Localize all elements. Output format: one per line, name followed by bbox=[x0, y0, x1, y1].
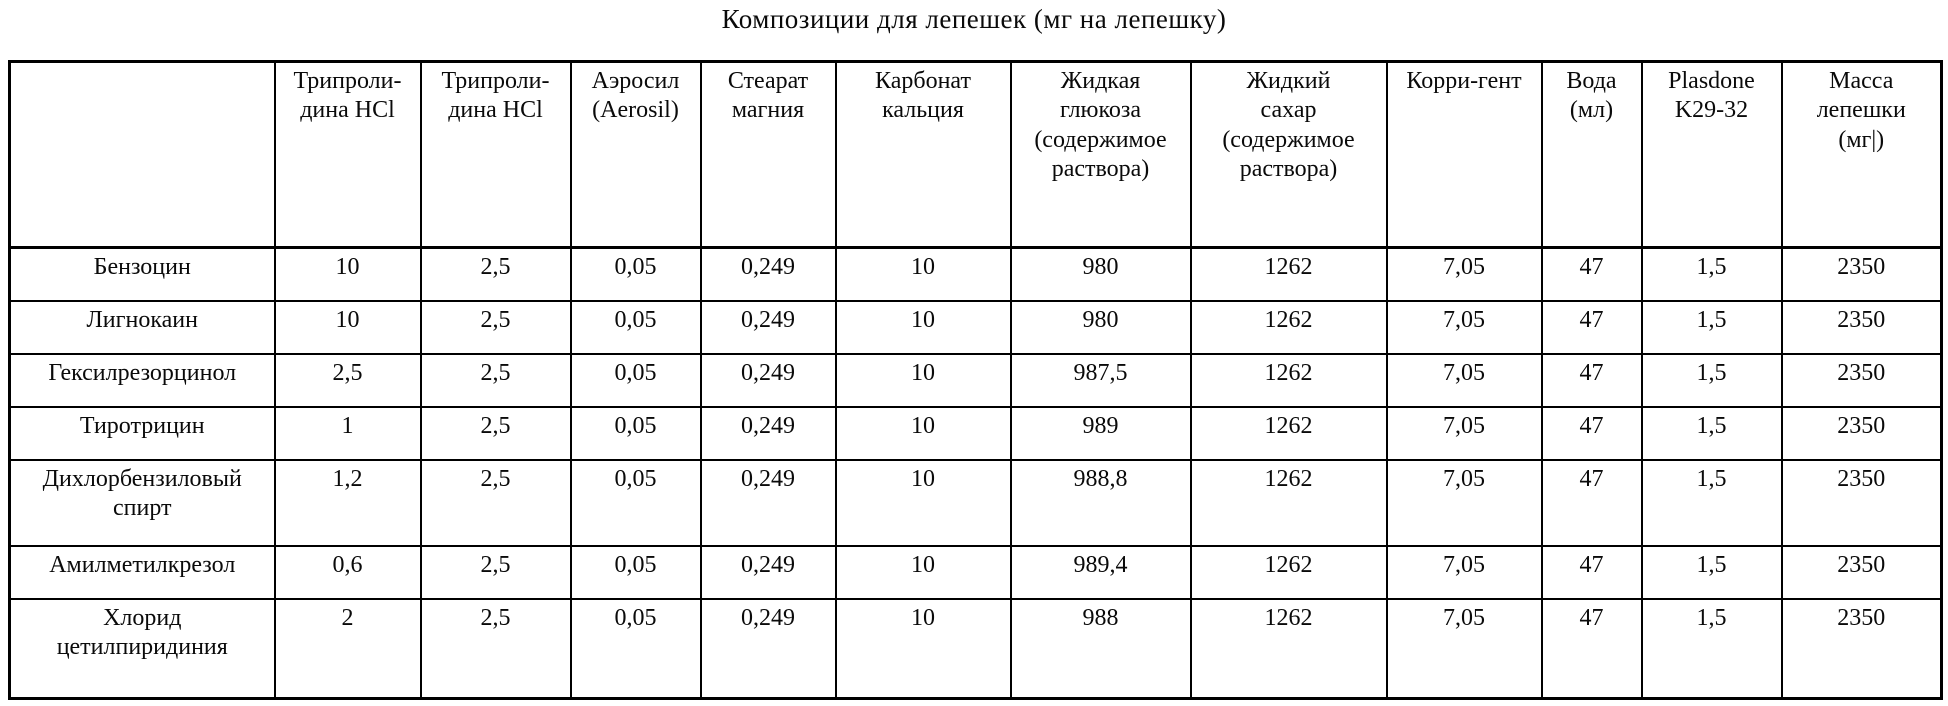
table-cell: 987,5 bbox=[1011, 354, 1191, 407]
table-cell: 2,5 bbox=[275, 354, 421, 407]
table-cell: 10 bbox=[836, 599, 1011, 699]
table-cell: 1,5 bbox=[1642, 599, 1782, 699]
table-cell: 0,05 bbox=[571, 460, 701, 546]
table-cell: 0,6 bbox=[275, 546, 421, 599]
table-cell: 0,05 bbox=[571, 354, 701, 407]
table-cell: 0,05 bbox=[571, 407, 701, 460]
table-cell: 989,4 bbox=[1011, 546, 1191, 599]
table-cell: 0,249 bbox=[701, 248, 836, 301]
table-cell: 0,249 bbox=[701, 407, 836, 460]
table-cell: 1262 bbox=[1191, 407, 1387, 460]
column-header-substance-corner bbox=[10, 62, 275, 248]
column-header-water: Вода (мл) bbox=[1542, 62, 1642, 248]
table-row-tyrothricin bbox=[10, 407, 1942, 460]
table-cell: 47 bbox=[1542, 301, 1642, 354]
table-cell: 7,05 bbox=[1387, 354, 1542, 407]
table-cell: 0,05 bbox=[571, 248, 701, 301]
table-cell: 7,05 bbox=[1387, 546, 1542, 599]
column-header-plasdone: Plasdone K29-32 bbox=[1642, 62, 1782, 248]
table-cell: 988,8 bbox=[1011, 460, 1191, 546]
table-cell: 10 bbox=[836, 546, 1011, 599]
table-cell: 1262 bbox=[1191, 354, 1387, 407]
table-cell: 10 bbox=[836, 460, 1011, 546]
table-cell: 0,249 bbox=[701, 546, 836, 599]
table-cell: 2350 bbox=[1782, 460, 1942, 546]
table-cell: 1,5 bbox=[1642, 301, 1782, 354]
table-cell: 0,05 bbox=[571, 599, 701, 699]
row-label: Гексилрезорцинол bbox=[10, 354, 275, 407]
table-row-benzocin bbox=[10, 248, 1942, 301]
table-cell: 7,05 bbox=[1387, 407, 1542, 460]
table-cell: 10 bbox=[836, 248, 1011, 301]
table-cell: 1,5 bbox=[1642, 407, 1782, 460]
column-header-magnesium-stearate: Стеарат магния bbox=[701, 62, 836, 248]
table-cell: 989 bbox=[1011, 407, 1191, 460]
table-cell: 7,05 bbox=[1387, 460, 1542, 546]
table-cell: 1262 bbox=[1191, 546, 1387, 599]
column-header-liquid-glucose: Жидкая глюкоза (содержимое раствора) bbox=[1011, 62, 1191, 248]
table-cell: 980 bbox=[1011, 248, 1191, 301]
table-cell: 47 bbox=[1542, 407, 1642, 460]
table-cell: 1262 bbox=[1191, 248, 1387, 301]
table-cell: 2,5 bbox=[421, 407, 571, 460]
row-label: Тиротрицин bbox=[10, 407, 275, 460]
table-cell: 1262 bbox=[1191, 599, 1387, 699]
table-cell: 2,5 bbox=[421, 599, 571, 699]
table-cell: 7,05 bbox=[1387, 599, 1542, 699]
table-row-lignocaine bbox=[10, 301, 1942, 354]
table-cell: 47 bbox=[1542, 248, 1642, 301]
header-row bbox=[10, 62, 1942, 248]
table-cell: 1262 bbox=[1191, 460, 1387, 546]
column-header-calcium-carbonate: Карбонат кальция bbox=[836, 62, 1011, 248]
table-cell: 2,5 bbox=[421, 460, 571, 546]
table-cell: 10 bbox=[275, 248, 421, 301]
table-cell: 0,05 bbox=[571, 301, 701, 354]
table-cell: 47 bbox=[1542, 460, 1642, 546]
table-cell: 2,5 bbox=[421, 248, 571, 301]
table-cell: 7,05 bbox=[1387, 248, 1542, 301]
table-cell: 2,5 bbox=[421, 546, 571, 599]
table-cell: 10 bbox=[836, 354, 1011, 407]
table-row-dichlorobenzyl-alcohol bbox=[10, 460, 1942, 546]
table-cell: 980 bbox=[1011, 301, 1191, 354]
column-header-lozenge-mass: Масса лепешки (мг|) bbox=[1782, 62, 1942, 248]
table-cell: 2350 bbox=[1782, 354, 1942, 407]
table-cell: 2350 bbox=[1782, 248, 1942, 301]
page-title: Композиции для лепешек (мг на лепешку) bbox=[721, 4, 1227, 34]
table-cell: 0,249 bbox=[701, 599, 836, 699]
table-cell: 2,5 bbox=[421, 354, 571, 407]
table-cell: 7,05 bbox=[1387, 301, 1542, 354]
table-cell: 0,249 bbox=[701, 460, 836, 546]
table-row-hexylresorcinol bbox=[10, 354, 1942, 407]
row-label: Лигнокаин bbox=[10, 301, 275, 354]
table-cell: 10 bbox=[836, 407, 1011, 460]
column-header-triprolidine-hcl-1: Трипроли- дина HCl bbox=[275, 62, 421, 248]
table-cell: 1 bbox=[275, 407, 421, 460]
table-cell: 47 bbox=[1542, 546, 1642, 599]
table-cell: 2,5 bbox=[421, 301, 571, 354]
table-cell: 988 bbox=[1011, 599, 1191, 699]
row-label: Хлорид цетилпиридиния bbox=[10, 599, 275, 699]
row-label: Дихлорбензиловый спирт bbox=[10, 460, 275, 546]
table-cell: 0,05 bbox=[571, 546, 701, 599]
table-cell: 1,5 bbox=[1642, 354, 1782, 407]
table-cell: 2350 bbox=[1782, 599, 1942, 699]
table-cell: 2 bbox=[275, 599, 421, 699]
table-cell: 1,5 bbox=[1642, 546, 1782, 599]
table-row-cetylpyridinium-chloride bbox=[10, 599, 1942, 699]
table-cell: 1,5 bbox=[1642, 248, 1782, 301]
column-header-aerosil: Аэросил (Aerosil) bbox=[571, 62, 701, 248]
row-label: Бензоцин bbox=[10, 248, 275, 301]
table-cell: 2350 bbox=[1782, 407, 1942, 460]
table-cell: 47 bbox=[1542, 354, 1642, 407]
table-cell: 2350 bbox=[1782, 301, 1942, 354]
table-cell: 47 bbox=[1542, 599, 1642, 699]
table-cell: 0,249 bbox=[701, 354, 836, 407]
table-row-amylmetacresol bbox=[10, 546, 1942, 599]
table-cell: 1,5 bbox=[1642, 460, 1782, 546]
column-header-corrigent: Корри-гент bbox=[1387, 62, 1542, 248]
table-cell: 10 bbox=[275, 301, 421, 354]
table-cell: 1262 bbox=[1191, 301, 1387, 354]
column-header-triprolidine-hcl-2: Трипроли- дина HCl bbox=[421, 62, 571, 248]
table-cell: 10 bbox=[836, 301, 1011, 354]
column-header-liquid-sugar: Жидкий сахар (содержимое раствора) bbox=[1191, 62, 1387, 248]
table-cell: 1,2 bbox=[275, 460, 421, 546]
compositions-table bbox=[8, 60, 1943, 700]
row-label: Амилметилкрезол bbox=[10, 546, 275, 599]
table-cell: 2350 bbox=[1782, 546, 1942, 599]
table-cell: 0,249 bbox=[701, 301, 836, 354]
